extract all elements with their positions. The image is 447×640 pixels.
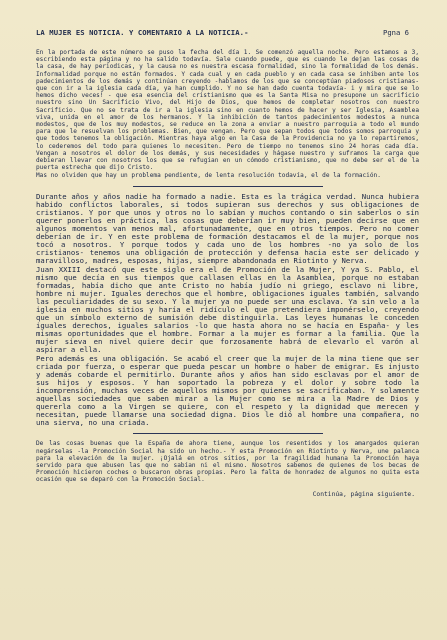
main-article [36, 193, 419, 428]
continues-note: Continúa, página siguiente. [312, 490, 415, 498]
main-paragraph-1: Durante años y años nadie ha formado a nadie. Esta es la trágica verdad. Nunca hubiera habido conflictos laborales, si todos supieran sus derechos y sus obligaciones de cristianos. Y por que unos y otros no lo sabían y muchos contando o sin saberlos o sin querer ponerlos en práctica, las cosas que deberían ir muy bien, pueden decirse que en algunos momentos van menos mal, afortunadamente, que en otros tiempos. Pero no comer deberían de ir. Y en este problema de formación destacamos el de la mujer, porque nos tocó a nosotros. Y porque todos y cada uno de los hombres -no ya solo de los cristianos- tenemos una obligación de protección y defensa hacia este ser delicado y maravilloso, madres, esposas, hijas, siempre abandonada en Riotinto y Nerva. [36, 191, 419, 266]
divider-bottom [133, 433, 323, 434]
intro-tail-paragraph: Mas no olviden que hay un problema pendiente, de lenta resolución todavía, el de la formación. [36, 172, 381, 180]
divider-top [133, 186, 323, 187]
page-title: LA MUJER ES NOTICIA. Y COMENTARIO A LA NOTICIA.- [36, 28, 249, 37]
page-header [36, 28, 419, 37]
closing-paragraph: De las cosas buenas que la España de ahora tiene, aunque los resentidos y los amargados quieran negárselas -la Promoción Social ha sido un hecho.- Y esta Promoción en Riotinto y Nerva, une palanca para la elevación de la mujer. ¡Ojalá en otros sitios, por la fragilidad humana la Promoción haya servido para que abusen las que no sabían ni el mismo. Nosotros sabemos de quienes de los becas de Promoción hicieron coches o buscaron obras propias. Pero la falta de honradez de algunos no quita esta ocasión que se deparó con la Promoción Social. [36, 440, 419, 484]
main-paragraph-2: Juan XXIII destacó que este siglo era el de Promoción de la Mujer, Y ya S. Pablo, el mismo que decía en sus tiempos que callasen ellas en la Asamblea, porque no estaban formadas, había dicho que ante Cristo no había judío ni griego, esclavo ni libre, hombre ni mujer. Iguales derechos que el hombre, obligaciones iguales también, salvando las peculiaridades de su sexo. Y la mujer ya no puede ser una esclava. Ya sin velo a la iglesia en muchos sitios y haría el ridículo el que pretendiera imponérselo, creyendo que un símbolo externo de sumisión debe distinguirla. Las leyes humanas le conceden iguales derechos, iguales salarios -lo que hasta ahora no se hacía en España- y les mismas oportunidades que el hombre. Formar a la mujer es formar a la familia. Que la mujer sieva en nivel quiere decir que forzosamente habrá de elevarlo el varón al aspirar a ella. [36, 264, 419, 355]
divider-top-wrap [36, 186, 419, 187]
divider-bottom-wrap [36, 433, 419, 434]
intro-paragraph: En la portada de este número se puso la fecha del día 1. Se comenzó aquella noche. Pero estamos a 3, escribiendo esta página y no ha salido todavía. Sale cuando puede, que es cuando le dejan las cosas de la casa, de hay periodicas, y la causa no es nuestra escasa formalidad, sino la formalidad de los demás. Informalidad porque no están formados. Y cada cual y en cada pueblo y en cada casa se inhiben ante los padecimientos de los demás y continúan creyendo -hablamos de los que se conceptúan piadosos cristianas- que con ir a la iglesia cada día, ya han cumplido. Y no se han dado cuenta todavía- i y mira que se lo hemos dicho veces! - que esa esencia del cristianismo que es la Santa Misa no presupone un sacrificio nuestro sino Un Sacrificio Vivo, del Hijo de Dios, que hemos de completar nosotros con nuestro Sacrificio. Que no se trata de ir a la iglesia sino en cuanto hemos de hacer y ser Iglesia, Asamblea viva, unida en el amor de los hermanos. Y la inhibición de tantos padecimientos modestos a nunca modestos, que de los muy modestos, se reduce en la zona a enviar a nuestro parroquia a todo el mundo para que le resuelvan los problemas. Bien, que vengan. Pero que sepan todos que todos somos parroquia y que todos tenemos la obligación. Mientras haya algo en la Casa de la Providencia no ya lo repartiremos, lo cederemos del todo para quienes lo necesiten. Pero de tiempo no tenemos sino 24 horas cada día. Vengan a nosotros el dolor de los demás, y sus necesidades y hágase nuestro y suframos la carga que debieran llevar con nosotros los que se refugian en un cómodo cristianismo, que no debe ser el de la puerta estrecha que dijo Cristo. [36, 49, 419, 172]
page-footer [36, 491, 419, 498]
page-number: Pgna 6 [383, 28, 409, 37]
main-paragraph-3: Pero además es una obligación. Se acabó el creer que la mujer de la mina tiene que ser criada por fuerza, o esperar que pueda pescar un hombre o haber de emigrar. Es injusto y además cobarde el permitirlo. Durante años y años han sido esclavas por el amor de sus hijos y esposos. Y han soportado la pobreza y el dolor y sobre todo la incomprensión, muchas veces de aquellos mismos por quienes se sacrificaban. Y solamente aquellas sociedades que saben mirar a la Mujer como se mira a la Madre de Dios y quererla como a la Virgen se quiere, con el respeto y la dignidad que merecen y necesitan, puede llamarse una sociedad digna. Dios le dió al hombre una compañera, no una sierva, no una criada. [36, 353, 419, 428]
